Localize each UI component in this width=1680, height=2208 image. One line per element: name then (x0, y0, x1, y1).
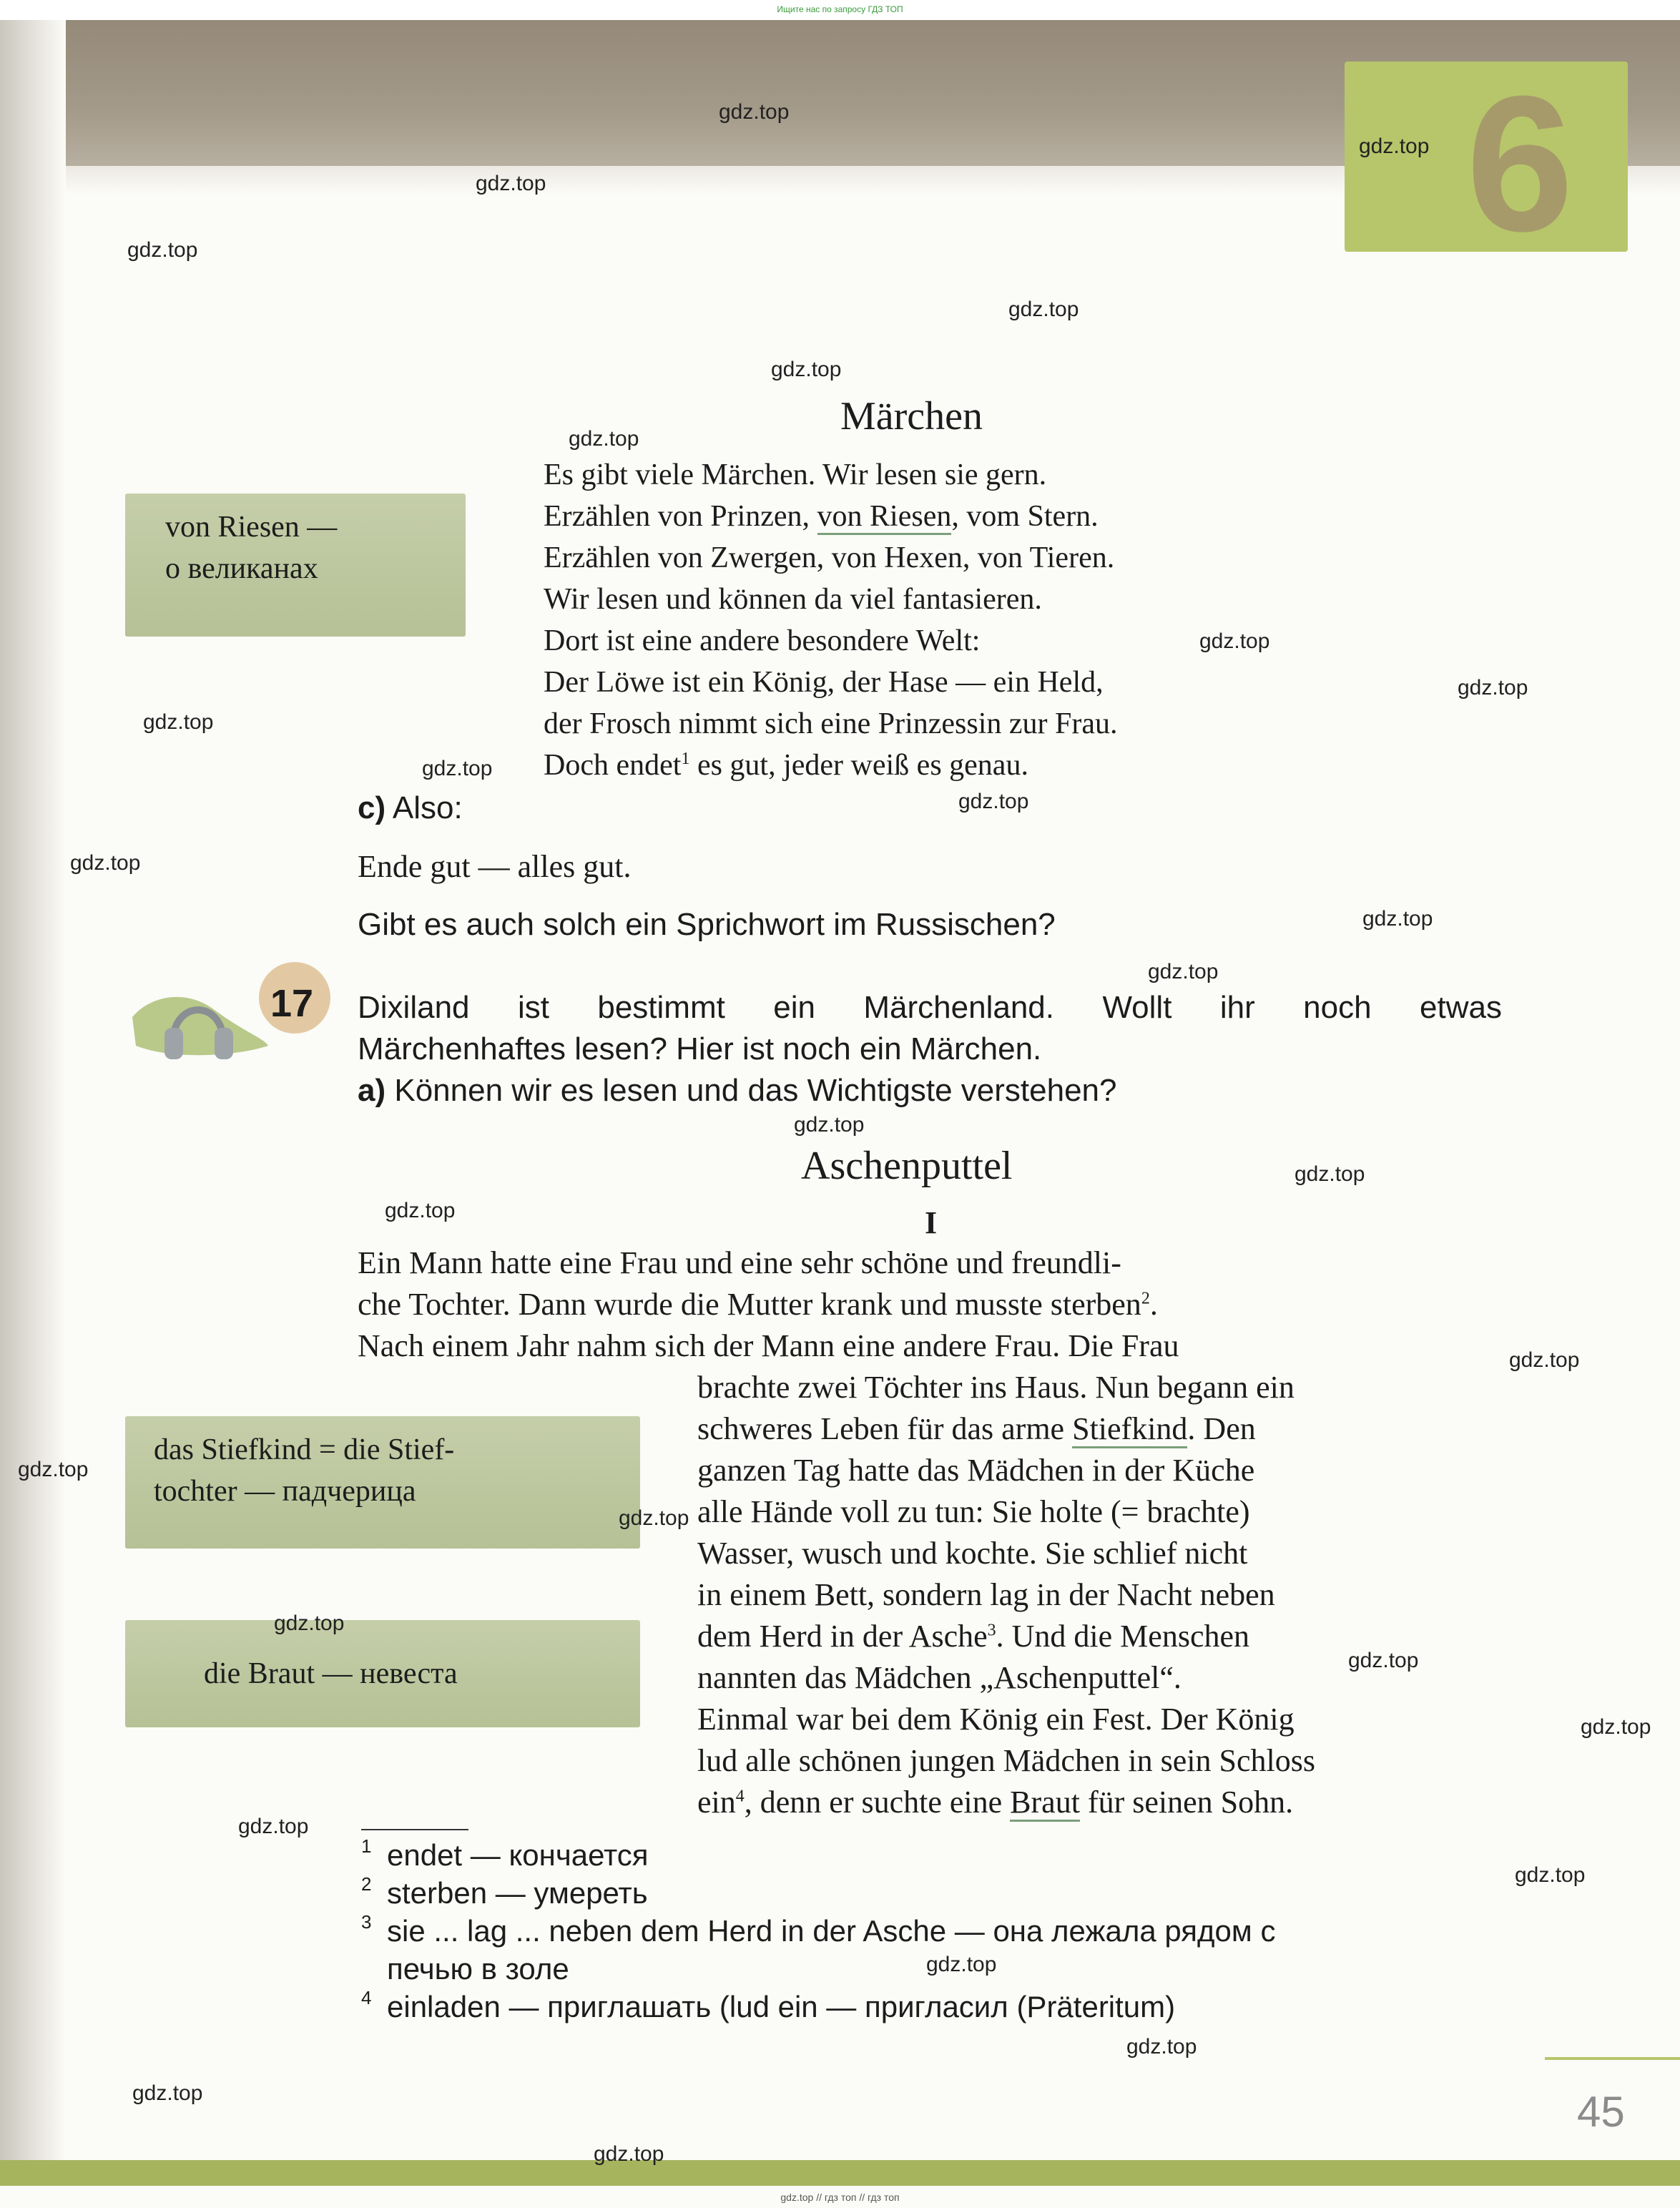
watermark: gdz.top (569, 427, 639, 451)
footnote: 4 einladen — приглашать (lud ein — пригласил (Präteritum) (361, 1987, 1176, 2023)
watermark: gdz.top (926, 1953, 997, 1976)
watermark: gdz.top (132, 2081, 203, 2105)
story-line: Ein Mann hatte eine Frau und eine sehr schöne und freundli- (358, 1245, 1121, 1280)
underlined-word: Stiefkind (1072, 1411, 1187, 1448)
underlined-word: Braut (1010, 1785, 1080, 1822)
side-note-line: die Braut — невеста (204, 1657, 458, 1690)
task-c-question: Gibt es auch solch ein Sprichwort im Russischen? (358, 907, 1056, 942)
top-note: Ищите нас по запросу ГДЗ ТОП (777, 4, 903, 14)
exercise-line: Dixiland ist bestimmt ein Märchenland. Wollt ihr noch etwas (358, 990, 1502, 1025)
chapter-number: 6 (1466, 57, 1574, 272)
footnote: печью в золе (387, 1952, 569, 1986)
footnote: 2 sterben — умереть (361, 1873, 648, 1910)
watermark: gdz.top (958, 790, 1029, 813)
watermark: gdz.top (1295, 1162, 1365, 1186)
watermark: gdz.top (1199, 629, 1270, 653)
page-gutter (0, 20, 66, 2173)
watermark: gdz.top (1362, 907, 1433, 931)
poem-line: Dort ist eine andere besondere Welt: (544, 624, 981, 657)
poem-line: Erzählen von Prinzen, von Riesen, vom Stern. (544, 499, 1099, 534)
watermark: gdz.top (1126, 2035, 1197, 2059)
story-line: brachte zwei Töchter ins Haus. Nun begann ein (697, 1370, 1295, 1405)
story-title: Aschenputtel (801, 1144, 1013, 1188)
side-note-line: tochter — падчерица (154, 1475, 416, 1508)
watermark: gdz.top (794, 1113, 865, 1137)
bottom-band (0, 2160, 1680, 2186)
story-line: che Tochter. Dann wurde die Mutter krank und musste sterben$^2$. (358, 1287, 1158, 1322)
watermark: gdz.top (1515, 1863, 1586, 1887)
poem-title: Märchen (840, 394, 983, 438)
watermark: gdz.top (1359, 134, 1430, 158)
poem-line: Erzählen von Zwergen, von Hexen, von Tieren. (544, 541, 1115, 574)
page-number: 45 (1577, 2088, 1625, 2136)
watermark: gdz.top (422, 757, 493, 780)
watermark: gdz.top (70, 851, 141, 875)
watermark: gdz.top (1348, 1649, 1419, 1672)
bottom-note: gdz.top // гдз топ // гдз топ (780, 2192, 900, 2203)
poem-line: der Frosch nimmt sich eine Prinzessin zur Frau. (544, 707, 1118, 740)
footnote: 3 sie ... lag ... neben dem Herd in der Asche — она лежала рядом с (361, 1911, 1276, 1948)
watermark: gdz.top (1458, 676, 1528, 700)
watermark: gdz.top (1581, 1715, 1651, 1739)
story-line: Nach einem Jahr nahm sich der Mann eine andere Frau. Die Frau (358, 1328, 1179, 1363)
side-note-stiefkind (125, 1416, 640, 1549)
underlined-word: von Riesen (817, 500, 952, 535)
watermark: gdz.top (1008, 298, 1079, 321)
side-note-line: von Riesen — (165, 511, 338, 544)
watermark: gdz.top (274, 1611, 345, 1635)
exercise-number: 17 (270, 982, 314, 1025)
watermark: gdz.top (238, 1815, 309, 1838)
poem-line: Es gibt viele Märchen. Wir lesen sie gern. (544, 458, 1047, 491)
task-a: a) Können wir es lesen und das Wichtigste verstehen? (358, 1073, 1117, 1108)
watermark: gdz.top (143, 710, 214, 734)
watermark: gdz.top (1509, 1348, 1580, 1372)
story-line: schweres Leben für das arme Stiefkind. Den (697, 1410, 1256, 1447)
proverb: Ende gut — alles gut. (358, 849, 632, 884)
watermark: gdz.top (771, 358, 842, 381)
footnote: 1 endet — кончается (361, 1835, 649, 1872)
side-note-braut (125, 1620, 640, 1727)
watermark: gdz.top (18, 1458, 89, 1481)
story-line: alle Hände voll zu tun: Sie holte (= brachte) (697, 1494, 1250, 1529)
side-note-riesen (125, 494, 466, 637)
story-line: nannten das Mädchen „Aschenputtel“. (697, 1660, 1182, 1695)
side-note-line: das Stiefkind = die Stief- (154, 1433, 455, 1466)
watermark: gdz.top (619, 1506, 689, 1530)
watermark: gdz.top (1148, 960, 1219, 983)
watermark: gdz.top (127, 238, 198, 262)
poem-line: Doch endet$^1$ es gut, jeder weiß es genau. (544, 749, 1028, 782)
story-line: Wasser, wusch und kochte. Sie schlief nicht (697, 1536, 1248, 1571)
story-line: dem Herd in der Asche$^3$. Und die Menschen (697, 1619, 1250, 1654)
headphones-icon (129, 967, 272, 1060)
poem-line: Der Löwe ist ein König, der Hase — ein Held, (544, 666, 1104, 699)
side-note-line: о великанах (165, 552, 318, 585)
footnote-rule (361, 1829, 468, 1830)
poem-line: Wir lesen und können da viel fantasieren. (544, 583, 1042, 616)
watermark: gdz.top (385, 1199, 456, 1222)
watermark: gdz.top (719, 100, 790, 124)
story-line: ganzen Tag hatte das Mädchen in der Küche (697, 1453, 1255, 1488)
page-rule (1545, 2057, 1680, 2060)
story-line: lud alle schönen jungen Mädchen in sein Schloss (697, 1743, 1315, 1778)
story-line: in einem Bett, sondern lag in der Nacht neben (697, 1577, 1275, 1612)
story-line: Einmal war bei dem König ein Fest. Der König (697, 1702, 1295, 1737)
task-c: c) Also: (358, 790, 463, 825)
watermark: gdz.top (594, 2142, 664, 2166)
exercise-line: Märchenhaftes lesen? Hier ist noch ein Märchen. (358, 1031, 1042, 1066)
story-line: ein$^4$, denn er suchte eine Braut für seinen Sohn. (697, 1784, 1293, 1820)
story-part: I (925, 1205, 938, 1240)
watermark: gdz.top (476, 172, 546, 195)
